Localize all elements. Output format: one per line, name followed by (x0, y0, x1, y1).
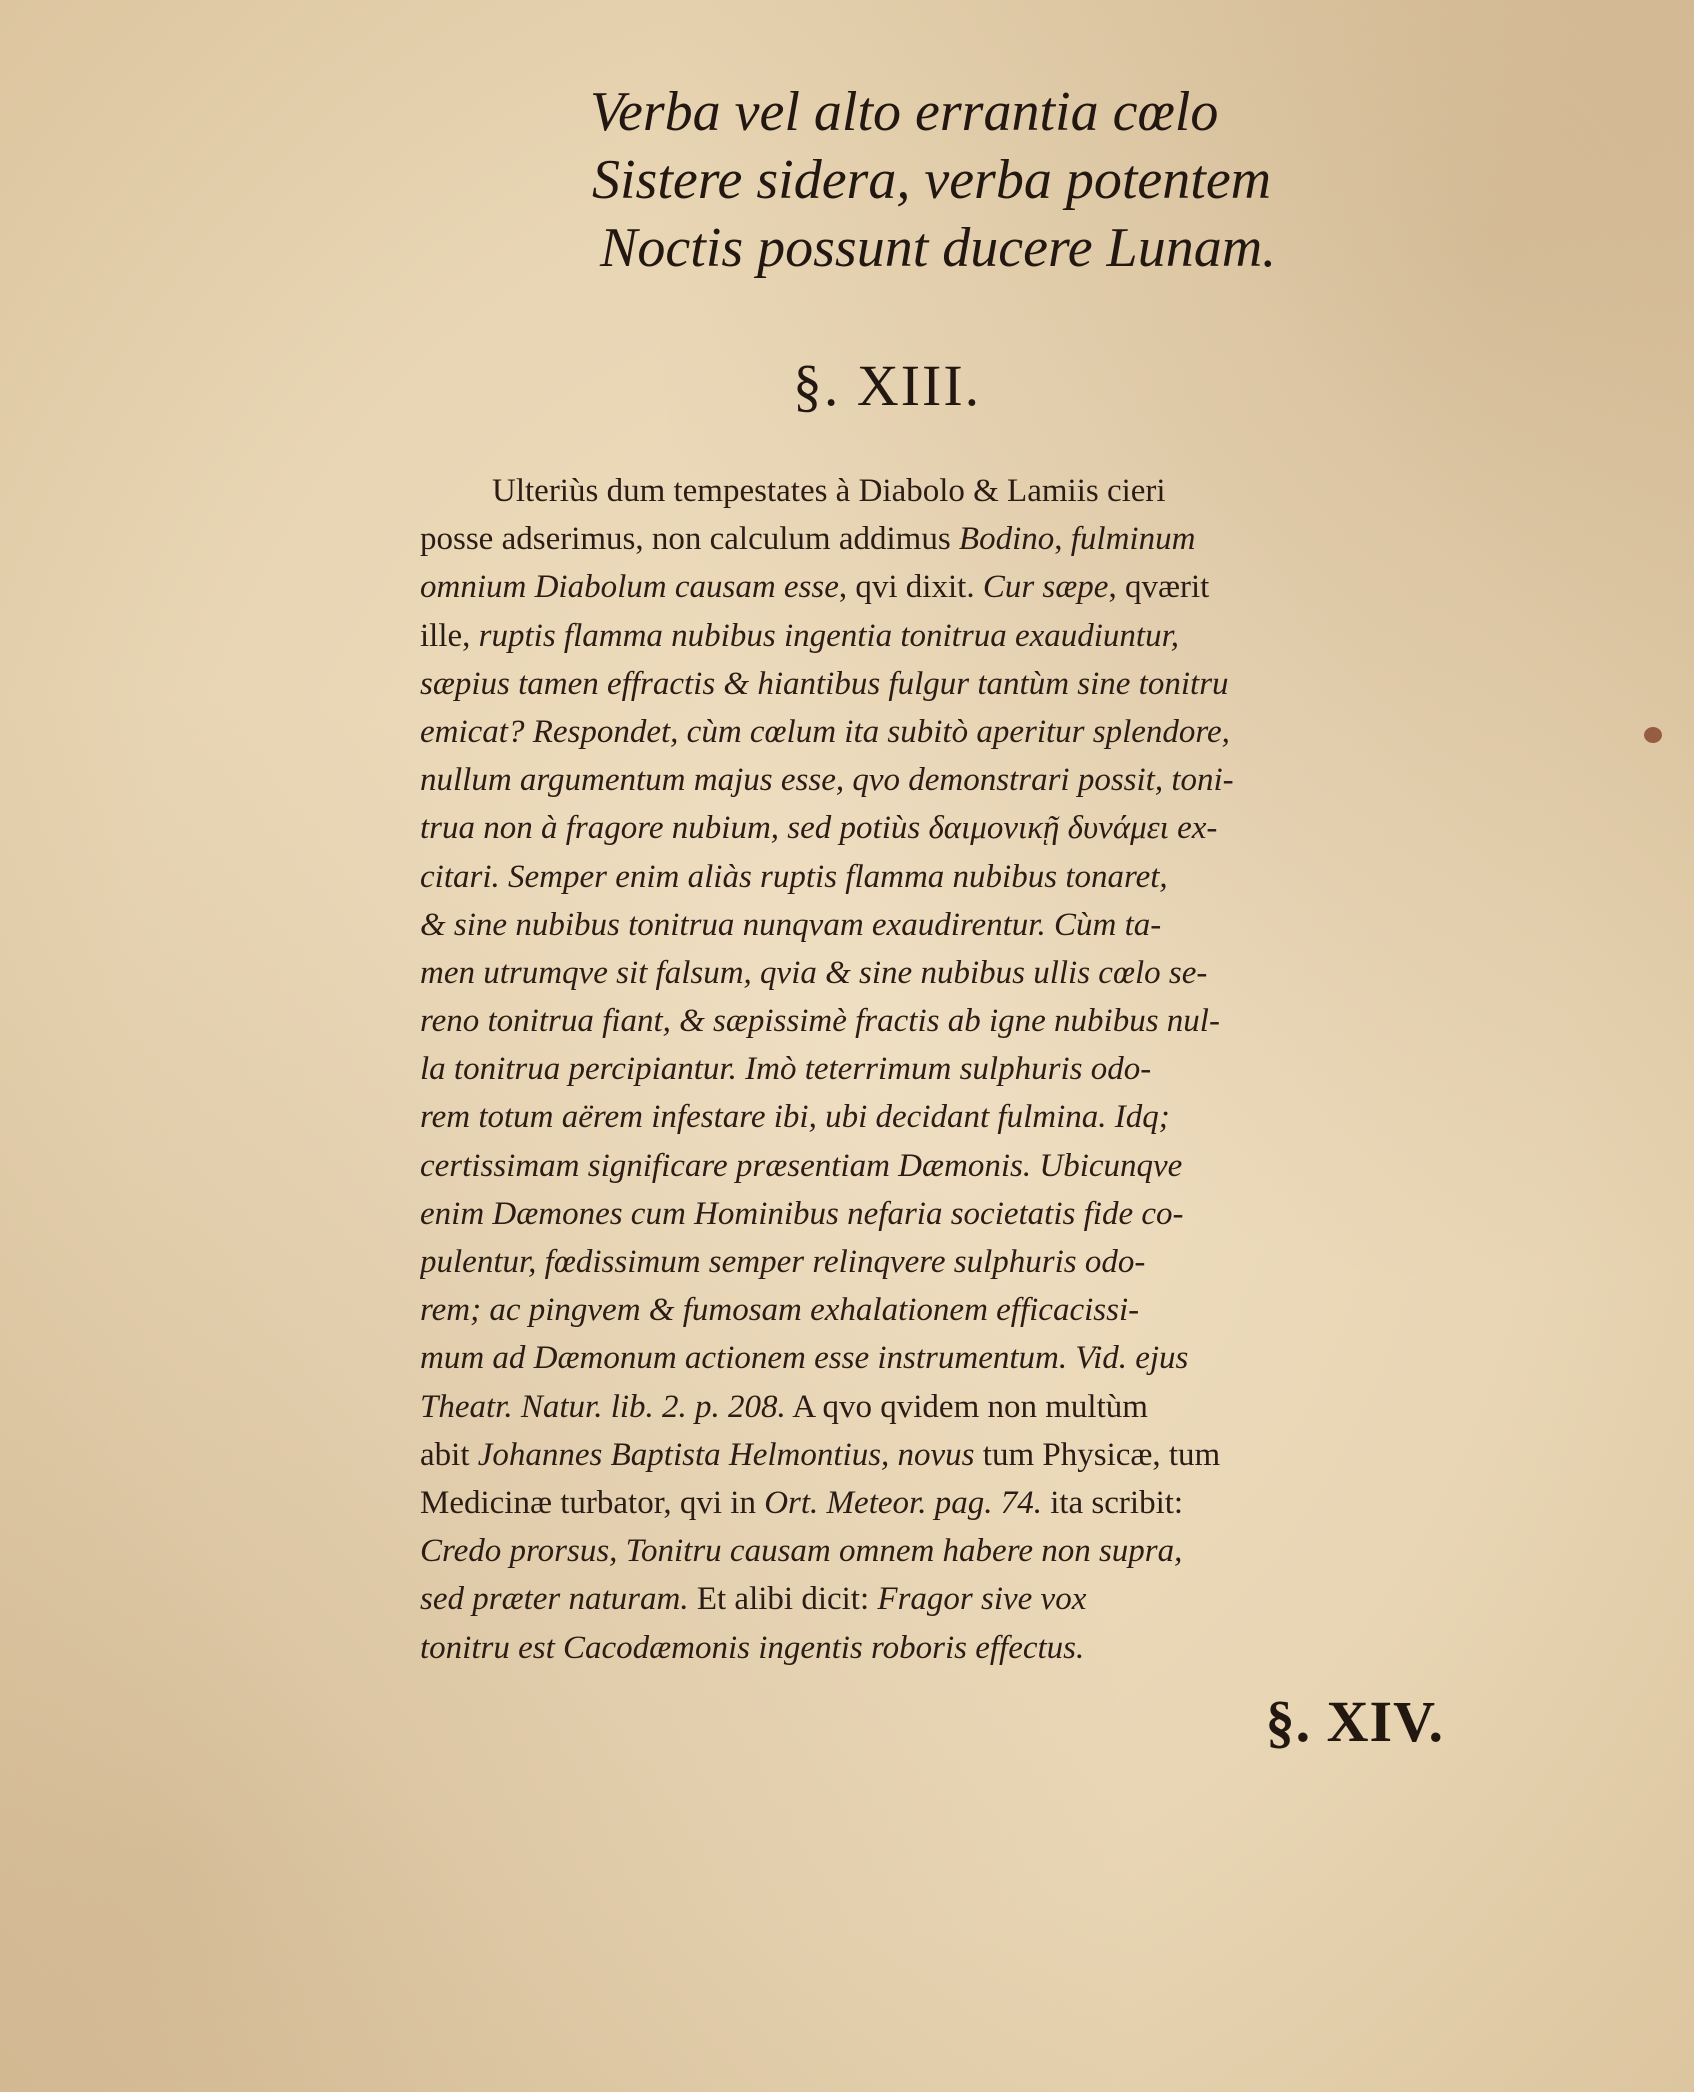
text-run: posse adserimus, non calculum addimus (420, 521, 959, 558)
text-line (420, 515, 1455, 563)
text-run: , (1054, 521, 1071, 558)
text-run: ruptis flamma nubibus ingentia tonitrua exaudiuntur, (478, 617, 1180, 654)
text-run: nullum argumentum majus esse, qvo demonstrari possit, toni- (420, 762, 1234, 799)
text-line (420, 804, 1455, 852)
text-run: A qvo qvidem non multùm (785, 1388, 1148, 1425)
text-line (420, 997, 1455, 1045)
text-run: tonitru est Cacodæmonis ingentis roboris effectus. (420, 1629, 1085, 1666)
section-heading: §. XIII. (792, 353, 982, 418)
text-line (420, 1093, 1455, 1141)
text-run: rem; ac pingvem & fumosam exhalationem efficacissi- (420, 1292, 1140, 1329)
text-line (420, 1334, 1455, 1382)
text-run: Credo prorsus, Tonitru causam omnem habere non supra, (420, 1533, 1183, 1570)
next-section-heading: §. XIV. (1265, 1689, 1444, 1754)
text-run: Ulteriùs dum tempestates à Diabolo & Lamiis cieri (492, 473, 1166, 509)
text-line (420, 1479, 1455, 1527)
text-run: enim Dæmones cum Hominibus nefaria societatis fide co- (420, 1195, 1184, 1232)
text-run: omnium Diabolum causam esse (420, 569, 839, 606)
text-run: Bodino (958, 521, 1055, 558)
text-run: ita scribit: (1041, 1484, 1184, 1521)
text-run: mum ad Dæmonum actionem esse instrumentum. Vid. ejus (420, 1340, 1189, 1377)
text-run: sed præter naturam. (420, 1581, 689, 1618)
text-line (420, 563, 1455, 611)
text-run: Medicinæ turbator, qvi in (420, 1484, 765, 1521)
text-line (420, 1431, 1455, 1479)
text-run: fulminum (1070, 521, 1196, 558)
text-run: Cur sæpe (982, 569, 1109, 606)
text-run: pulentur, fœdissimum semper relinqvere sulphuris odo- (420, 1244, 1146, 1280)
ink-spot (1644, 727, 1662, 743)
text-line (420, 853, 1455, 901)
text-line (420, 1190, 1455, 1238)
text-run: men utrumqve sit falsum, qvia & sine nubibus ullis cœlo se- (420, 954, 1208, 991)
text-run: tum Physicæ, tum (974, 1436, 1221, 1473)
text-line (420, 708, 1455, 756)
verse-line: Verba vel alto errantia cœlo (590, 81, 1219, 143)
text-run: , qvi dixit. (838, 569, 983, 606)
text-run: reno tonitrua fiant, & sæpissimè fractis ab igne nubibus nul- (420, 1003, 1220, 1040)
text-line (420, 1575, 1455, 1623)
text-run: & sine nubibus tonitrua nunqvam exaudirentur. Cùm ta- (420, 906, 1162, 943)
text-line (420, 1142, 1455, 1190)
text-line (420, 1383, 1455, 1431)
text-run: abit (420, 1436, 478, 1473)
text-line (420, 1238, 1455, 1286)
text-run: citari. Semper enim aliàs ruptis flamma nubibus tonaret, (420, 858, 1168, 895)
text-run: la tonitrua percipiantur. Imò teterrimum sulphuris odo- (420, 1051, 1152, 1088)
text-line (420, 660, 1455, 708)
text-line (420, 1527, 1455, 1575)
text-line (420, 949, 1455, 997)
text-run: trua non à fragore nubium, sed potiùs δαιμονικῇ δυνάμει ex- (420, 810, 1218, 847)
text-line (420, 1624, 1455, 1672)
text-line (420, 1045, 1455, 1093)
text-run: Et alibi dicit: (688, 1581, 878, 1618)
section-paragraph (420, 467, 1455, 1672)
text-line (420, 1286, 1455, 1334)
verse-line: Sistere sidera, verba potentem (592, 149, 1272, 211)
text-run: , qværit (1108, 569, 1210, 606)
verse-line: Noctis possunt ducere Lunam. (600, 217, 1277, 279)
text-line (420, 901, 1455, 949)
text-run: Johannes Baptista Helmontius, novus (477, 1436, 975, 1473)
text-line (420, 612, 1455, 660)
text-run: Fragor sive vox (877, 1581, 1087, 1618)
text-run: certissimam significare præsentiam Dæmonis. Ubicunqve (420, 1147, 1183, 1184)
text-run: Theatr. Natur. lib. 2. p. 208. (420, 1388, 786, 1425)
text-run: ille, (420, 617, 479, 654)
text-run: rem totum aërem infestare ibi, ubi decidant fulmina. Idq; (420, 1099, 1170, 1136)
text-line (420, 756, 1455, 804)
text-run: emicat? Respondet, cùm cœlum ita subitò aperitur splendore, (420, 713, 1230, 750)
text-run: sæpius tamen effractis & hiantibus fulgur tantùm sine tonitru (420, 665, 1229, 702)
text-run: Ort. Meteor. pag. 74. (764, 1484, 1042, 1521)
verse-quotation (560, 78, 1380, 282)
text-line (420, 467, 1455, 515)
